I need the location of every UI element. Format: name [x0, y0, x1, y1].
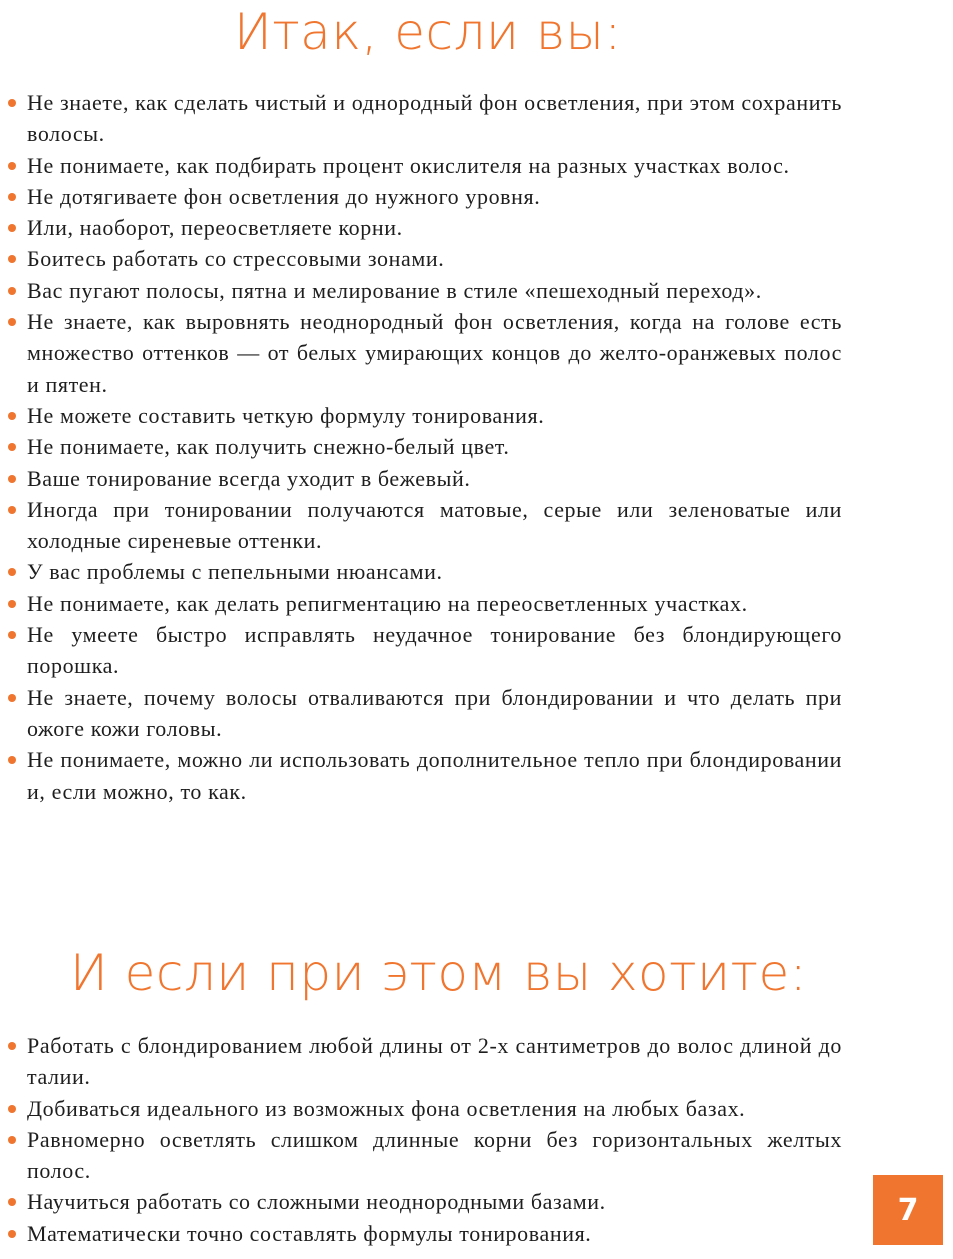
list-item [0, 400, 842, 431]
list-item-text: Не понимаете, как получить снежно-белый цвет. [27, 434, 510, 460]
list-item [0, 275, 842, 306]
list-item [0, 744, 842, 807]
section-heading-2: И если при этом вы хотите: [70, 944, 808, 1002]
page-number: 7 [897, 1192, 919, 1228]
list-item-text: Боитесь работать со стрессовыми зонами. [27, 246, 445, 272]
list-item [0, 588, 842, 619]
bullet-icon [8, 475, 16, 483]
bullet-icon [8, 1105, 16, 1113]
list-item [0, 431, 842, 462]
bullet-icon [8, 318, 16, 326]
list-item-text: Не знаете, как выровнять неоднородный фон осветления, когда на голове есть множество оттенков — от белых умирающих концов до желто-оранжевых полос и пятен. [27, 309, 842, 397]
bullet-icon [8, 600, 16, 608]
list-item [0, 150, 842, 181]
list-item-text: Не умеете быстро исправлять неудачное тонирование без блондирующего порошка. [27, 622, 842, 679]
list-item-text: Работать с блондированием любой длины от 2-х сантиметров до волос длиной до талии. [27, 1033, 842, 1090]
list-item [0, 306, 842, 400]
list-item-text: У вас проблемы с пепельными нюансами. [27, 559, 443, 585]
list-item [0, 1124, 842, 1187]
list-item-text: Не дотягиваете фон осветления до нужного уровня. [27, 183, 541, 209]
problems-list [0, 87, 842, 807]
bullet-icon [8, 1198, 16, 1206]
list-item-text: Не можете составить четкую формулу тонирования. [27, 402, 545, 428]
list-item [0, 1218, 842, 1249]
list-item [0, 463, 842, 494]
list-item-text: Математически точно составлять формулы тонирования. [27, 1220, 592, 1246]
list-item [0, 243, 842, 274]
goals-list [0, 1030, 842, 1249]
bullet-icon [8, 756, 16, 764]
bullet-icon [8, 255, 16, 263]
list-item [0, 181, 842, 212]
list-item-text: Не знаете, почему волосы отваливаются при блондировании и что делать при ожоге кожи головы. [27, 684, 842, 741]
list-item-text: Равномерно осветлять слишком длинные корни без горизонтальных желтых полос. [27, 1126, 842, 1184]
list-item-text: Не знаете, как сделать чистый и однородный фон осветления, при этом сохранить волосы. [27, 90, 842, 147]
list-item [0, 494, 842, 557]
bullet-icon [8, 1136, 16, 1144]
bullet-icon [8, 162, 16, 170]
list-item-text: Добиваться идеального из возможных фона осветления на любых базах. [27, 1095, 746, 1121]
bullet-icon [8, 193, 16, 201]
list-item [0, 682, 842, 745]
bullet-icon [8, 506, 16, 514]
list-item-text: Не понимаете, можно ли использовать дополнительное тепло при блондировании и, если можно, то как. [27, 747, 842, 804]
section-heading-1: Итак, если вы: [234, 3, 622, 61]
bullet-icon [8, 631, 16, 639]
list-item [0, 212, 842, 243]
bullet-icon [8, 1042, 16, 1050]
list-item-text: Ваше тонирование всегда уходит в бежевый. [27, 465, 471, 491]
bullet-icon [8, 1230, 16, 1238]
list-item [0, 619, 842, 682]
list-item [0, 1186, 842, 1217]
bullet-icon [8, 443, 16, 451]
bullet-icon [8, 568, 16, 576]
list-item-text: Не понимаете, как делать репигментацию на переосветленных участках. [27, 590, 748, 616]
list-item-text: Иногда при тонировании получаются матовые, серые или зеленоватые или холодные сиреневые оттенки. [27, 496, 842, 554]
bullet-icon [8, 99, 16, 107]
bullet-icon [8, 287, 16, 295]
bullet-icon [8, 224, 16, 232]
list-item-text: Не понимаете, как подбирать процент окислителя на разных участках волос. [27, 152, 790, 178]
list-item-text: Научиться работать со сложными неоднородными базами. [27, 1189, 606, 1215]
bullet-icon [8, 412, 16, 420]
list-item [0, 556, 842, 587]
list-item [0, 1030, 842, 1093]
list-item-text: Вас пугают полосы, пятна и мелирование в стиле «пешеходный переход». [27, 277, 762, 303]
page-number-badge [873, 1175, 943, 1245]
list-item [0, 87, 842, 150]
list-item [0, 1093, 842, 1124]
list-item-text: Или, наоборот, переосветляете корни. [27, 215, 403, 241]
bullet-icon [8, 694, 16, 702]
